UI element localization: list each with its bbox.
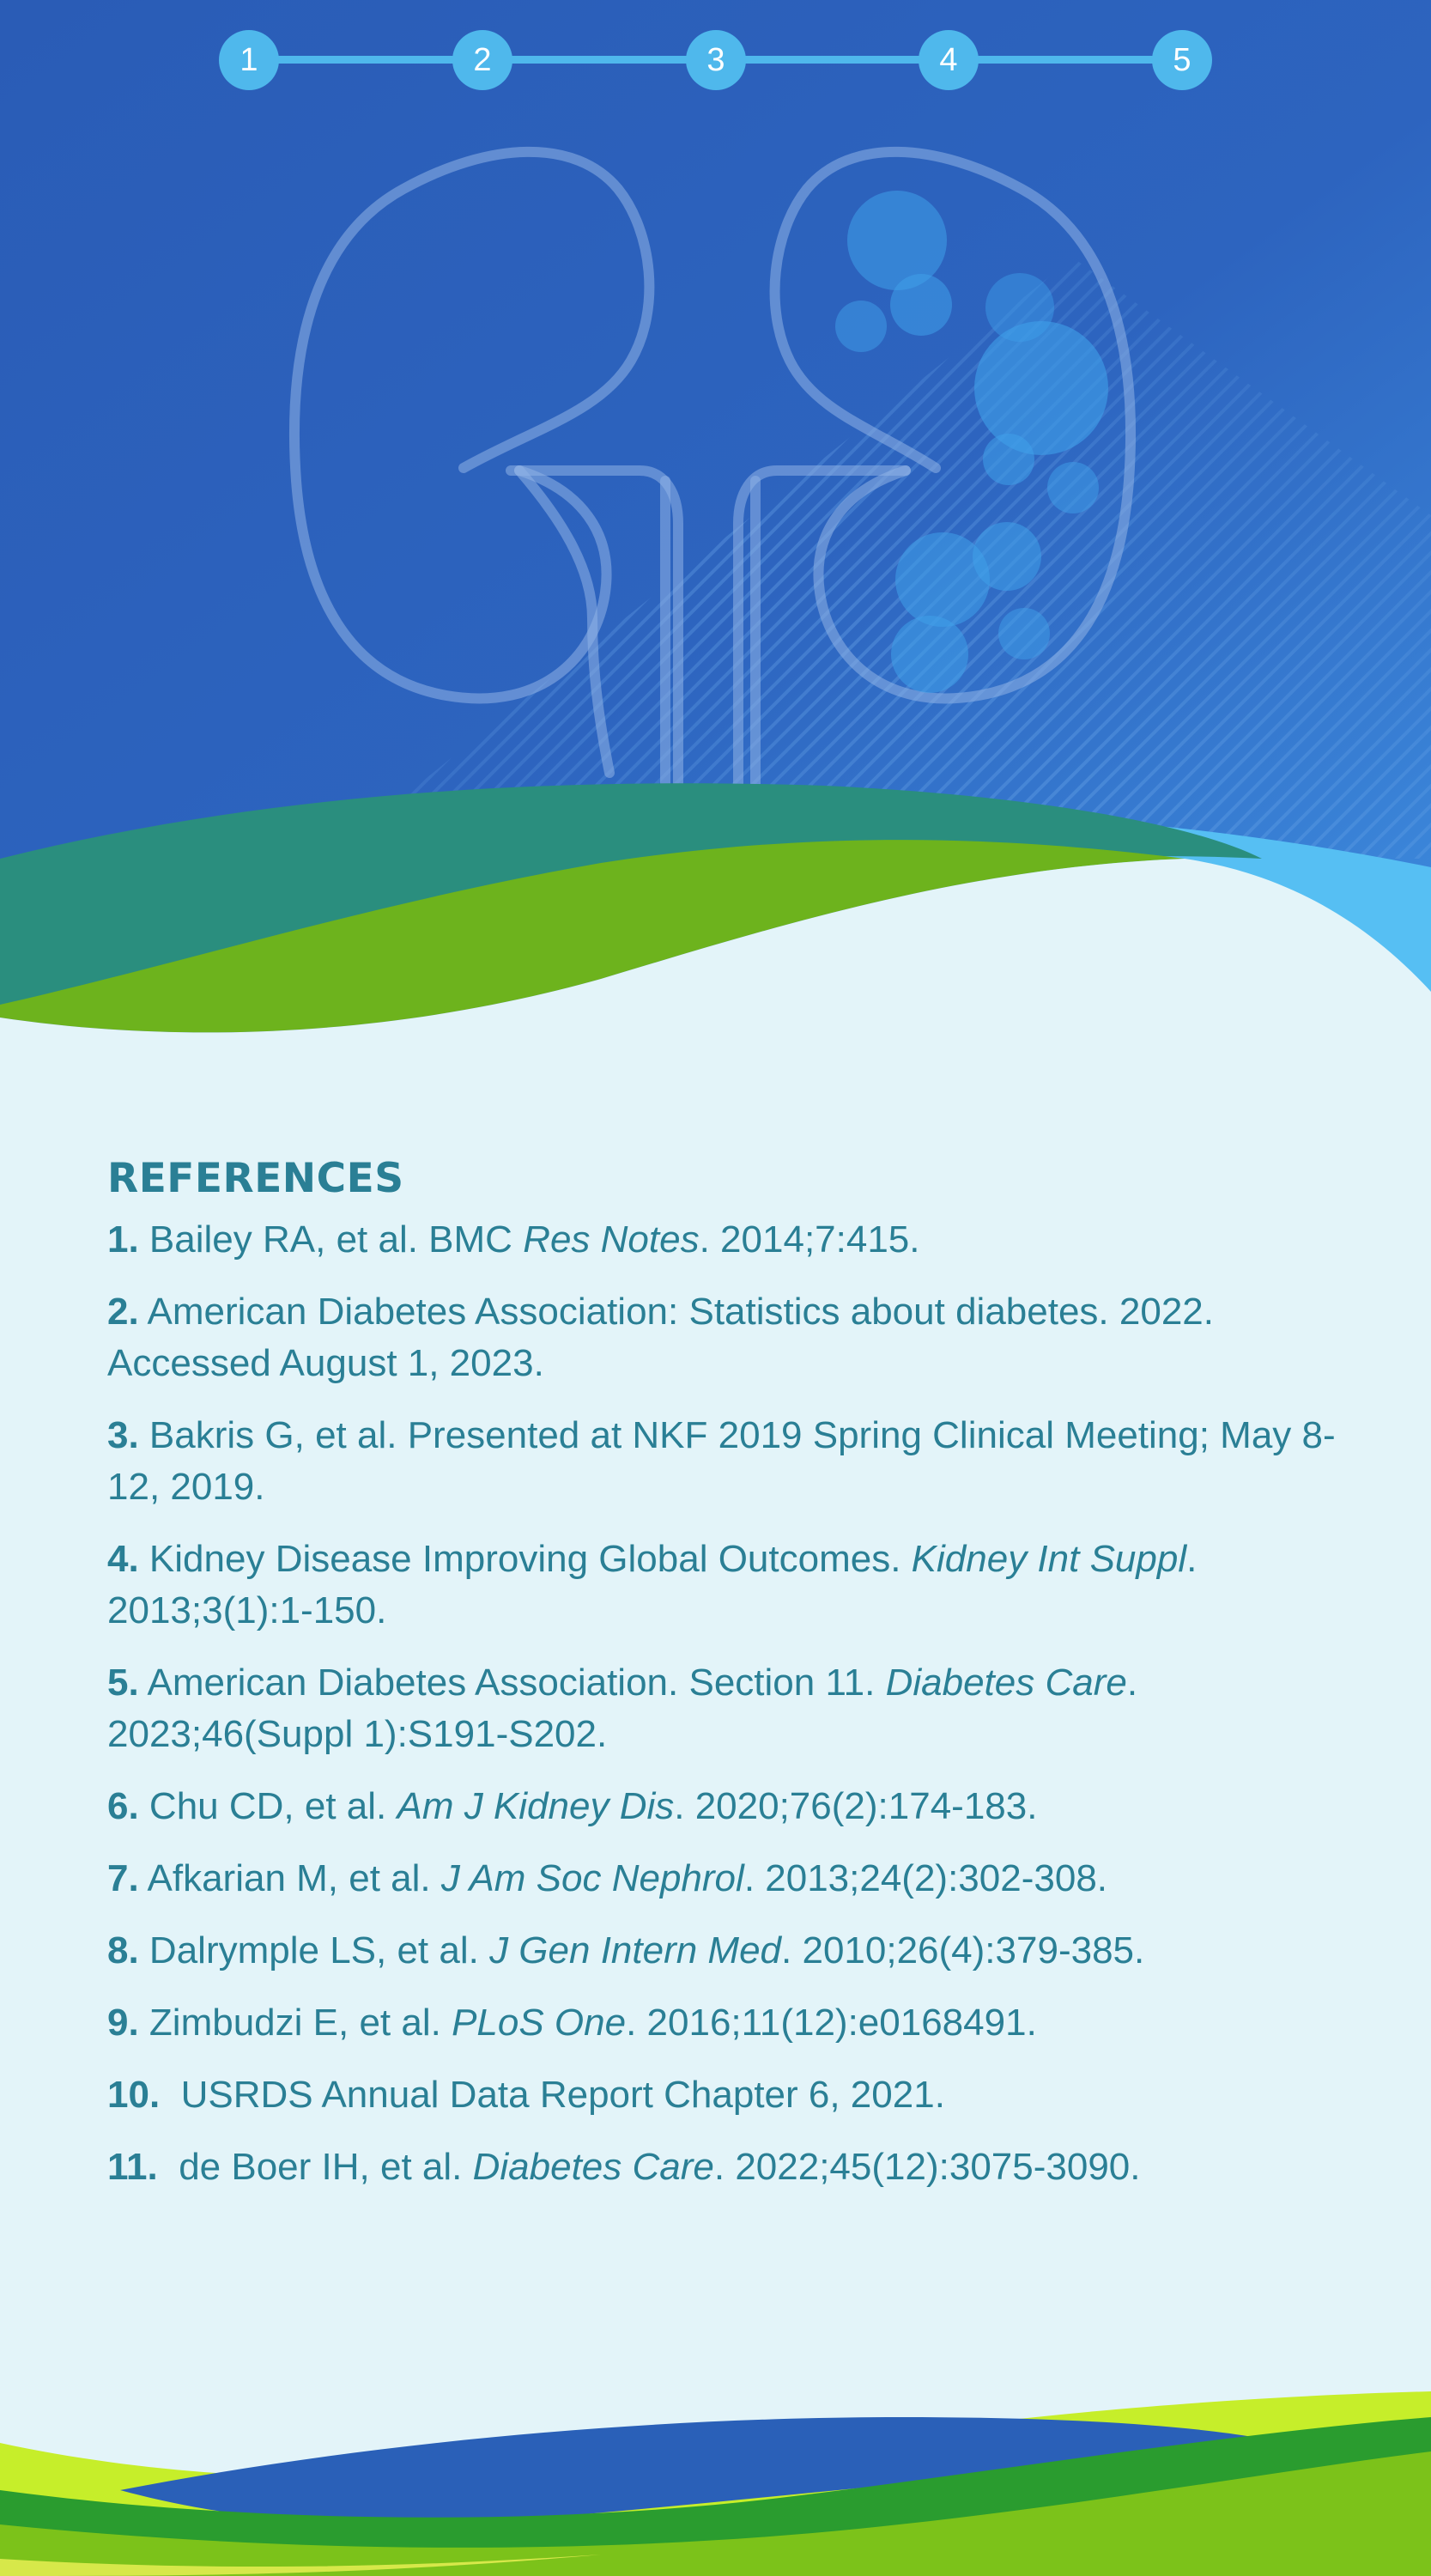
reference-journal: J Am Soc Nephrol xyxy=(440,1857,744,1899)
reference-item xyxy=(107,1925,1361,1977)
reference-text: Bakris G, et al. Presented at NKF 2019 Spring Clinical Meeting; May 8-12, 2019. xyxy=(107,1414,1336,1508)
reference-citation: . 2023;46(Suppl 1):S191-S202. xyxy=(107,1662,1138,1755)
references-section xyxy=(107,1155,1361,2214)
reference-journal: PLoS One xyxy=(452,2002,627,2044)
reference-journal: Diabetes Care xyxy=(885,1662,1127,1704)
reference-item xyxy=(107,1997,1361,2049)
reference-item xyxy=(107,1657,1361,1760)
step-4[interactable]: 4 xyxy=(919,30,979,90)
reference-citation: . 2020;76(2):174-183. xyxy=(674,1785,1038,1827)
reference-journal: Kidney Int Suppl xyxy=(911,1538,1187,1580)
reference-item xyxy=(107,1534,1361,1637)
hero-illustration xyxy=(0,0,1431,1048)
progress-stepper xyxy=(0,0,1431,120)
reference-item xyxy=(107,1214,1361,1266)
step-3[interactable]: 3 xyxy=(686,30,746,90)
reference-number: 6. xyxy=(107,1785,139,1827)
reference-journal: Diabetes Care xyxy=(472,2146,714,2188)
reference-citation: . 2013;3(1):1-150. xyxy=(107,1538,1198,1631)
reference-text: American Diabetes Association: Statistics about diabetes. 2022. Accessed August 1, 2023. xyxy=(107,1291,1214,1384)
reference-text: Bailey RA, et al. BMC xyxy=(138,1218,524,1261)
step-5[interactable]: 5 xyxy=(1152,30,1212,90)
references-heading: REFERENCES xyxy=(107,1155,404,1202)
reference-text: USRDS Annual Data Report Chapter 6, 2021. xyxy=(160,2074,945,2116)
reference-text: Afkarian M, et al. xyxy=(138,1857,441,1899)
reference-item xyxy=(107,1410,1361,1513)
reference-number: 4. xyxy=(107,1538,139,1580)
reference-text: de Boer IH, et al. xyxy=(157,2146,473,2188)
reference-number: 2. xyxy=(107,1291,139,1333)
reference-item xyxy=(107,2142,1361,2193)
reference-item xyxy=(107,2069,1361,2121)
reference-number: 7. xyxy=(107,1857,139,1899)
footer-wave-decoration xyxy=(0,2370,1431,2576)
reference-number: 11. xyxy=(107,2146,158,2188)
reference-number: 3. xyxy=(107,1414,139,1456)
reference-number: 9. xyxy=(107,2002,139,2044)
reference-journal: J Gen Intern Med xyxy=(489,1929,782,1971)
reference-text: Kidney Disease Improving Global Outcomes. xyxy=(138,1538,912,1580)
reference-journal: Am J Kidney Dis xyxy=(397,1785,675,1827)
reference-item xyxy=(107,1286,1361,1389)
reference-number: 5. xyxy=(107,1662,139,1704)
reference-text: American Diabetes Association. Section 11. xyxy=(138,1662,886,1704)
step-1[interactable]: 1 xyxy=(219,30,279,90)
reference-citation: . 2014;7:415. xyxy=(699,1218,920,1261)
step-2[interactable]: 2 xyxy=(452,30,512,90)
reference-text: Zimbudzi E, et al. xyxy=(138,2002,452,2044)
reference-citation: . 2010;26(4):379-385. xyxy=(781,1929,1145,1971)
reference-number: 8. xyxy=(107,1929,139,1971)
reference-text: Chu CD, et al. xyxy=(138,1785,397,1827)
hero-banner xyxy=(0,0,1431,1048)
reference-item xyxy=(107,1781,1361,1832)
footer-waves xyxy=(0,2370,1431,2576)
reference-citation: . 2013;24(2):302-308. xyxy=(743,1857,1108,1899)
reference-citation: . 2016;11(12):e0168491. xyxy=(626,2002,1037,2044)
reference-journal: Res Notes xyxy=(523,1218,700,1261)
reference-citation: . 2022;45(12):3075-3090. xyxy=(713,2146,1141,2188)
reference-number: 10. xyxy=(107,2074,161,2116)
references-list xyxy=(107,1214,1361,2193)
reference-text: Dalrymple LS, et al. xyxy=(138,1929,490,1971)
reference-number: 1. xyxy=(107,1218,139,1261)
reference-item xyxy=(107,1853,1361,1905)
